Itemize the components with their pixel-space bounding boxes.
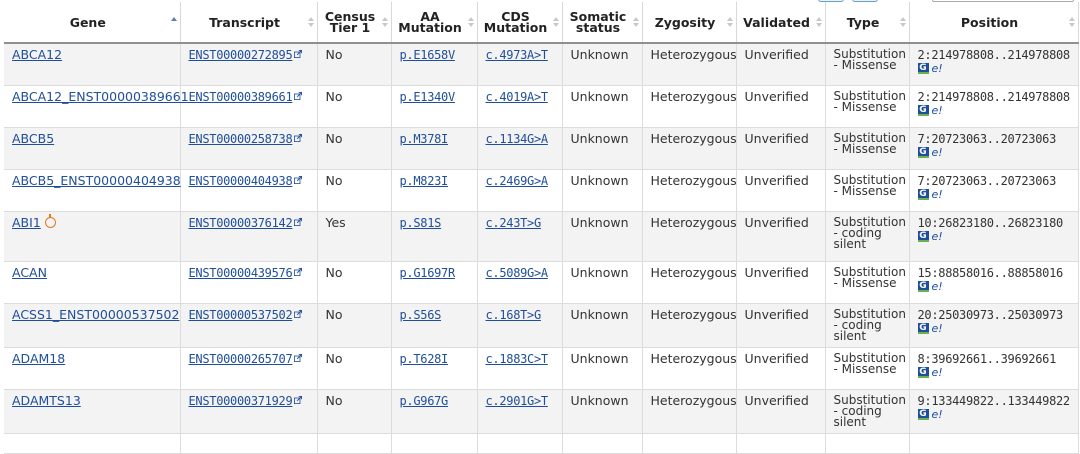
sort-arrows-icon[interactable]: [308, 17, 313, 27]
gene-link[interactable]: ABCB5_ENST00000404938: [12, 172, 181, 188]
sort-arrows-icon[interactable]: [468, 17, 473, 27]
position-cell: [909, 127, 1078, 169]
gene-cell: [4, 389, 180, 433]
cell: [4, 433, 180, 453]
genome-browser-icon[interactable]: G: [919, 104, 927, 115]
transcript-cell: [180, 43, 317, 85]
table-row: [4, 127, 1078, 169]
gene-link[interactable]: ACAN: [12, 264, 47, 280]
mutations-table: [4, 2, 1079, 454]
aa-mutation-cell: [391, 127, 477, 169]
column-header-aa-mutation[interactable]: [391, 2, 477, 43]
genome-browser-icon[interactable]: G: [919, 280, 927, 291]
sort-arrows-icon[interactable]: [171, 17, 176, 27]
cell: [642, 433, 736, 453]
drug-resistance-icon[interactable]: [45, 217, 56, 228]
column-header-label: Zygosity: [654, 14, 716, 30]
transcript-cell: [180, 85, 317, 127]
census-tier-cell: No: [317, 261, 391, 303]
column-header-cds-mutation[interactable]: [477, 2, 562, 43]
position-cell: [909, 169, 1078, 211]
position-text: 2:214978808..214978808: [917, 48, 1070, 62]
position-cell: [909, 261, 1078, 303]
census-tier-cell: No: [317, 85, 391, 127]
type-cell: Substitution - coding silent: [825, 389, 909, 433]
position-text: 10:26823180..26823180: [917, 215, 1063, 230]
validated-cell: Unverified: [736, 85, 825, 127]
position-icons: [918, 231, 1072, 243]
cell: [736, 433, 825, 453]
transcript-link[interactable]: ENST00000376142: [188, 215, 293, 230]
aa-mutation-link[interactable]: p.E1658V: [399, 48, 455, 62]
aa-mutation-cell: [391, 211, 477, 261]
sort-arrows-icon[interactable]: [382, 17, 387, 27]
genome-browser-icon[interactable]: G: [919, 408, 927, 419]
cds-mutation-cell: [477, 43, 562, 85]
sort-arrows-icon[interactable]: [816, 17, 821, 27]
table-row: [4, 211, 1078, 261]
aa-mutation-link[interactable]: p.G967G: [399, 393, 448, 408]
position-icons: [918, 189, 1072, 201]
table-row: [4, 389, 1078, 433]
zygosity-cell: Heterozygous: [642, 85, 736, 127]
position-text: 7:20723063..20723063: [917, 131, 1056, 146]
cds-mutation-link[interactable]: c.1134G>A: [485, 131, 548, 146]
ensembl-icon[interactable]: e!: [931, 321, 943, 335]
census-tier-cell: No: [317, 389, 391, 433]
transcript-cell: [180, 303, 317, 347]
table-row: [4, 43, 1078, 85]
transcript-link[interactable]: ENST00000439576: [188, 265, 293, 280]
somatic-status-cell: Unknown: [562, 389, 642, 433]
cell: [909, 433, 1078, 453]
gene-link[interactable]: ABCA12: [12, 47, 63, 62]
cell: [477, 433, 562, 453]
somatic-status-cell: Unknown: [562, 347, 642, 389]
column-header-zygosity[interactable]: [642, 2, 736, 43]
gene-cell: [4, 43, 180, 85]
cell: [562, 433, 642, 453]
aa-mutation-cell: [391, 43, 477, 85]
cds-mutation-cell: [477, 85, 562, 127]
position-icons: [918, 281, 1072, 293]
aa-mutation-link[interactable]: p.T628I: [399, 351, 448, 366]
cds-mutation-link[interactable]: c.243T>G: [485, 215, 541, 230]
gene-link[interactable]: ABI1: [12, 214, 41, 230]
somatic-status-cell: Unknown: [562, 127, 642, 169]
position-icons: [918, 323, 1072, 335]
gene-link[interactable]: ACSS1_ENST00000537502: [12, 306, 180, 322]
transcript-cell: [180, 389, 317, 433]
zygosity-cell: Heterozygous: [642, 211, 736, 261]
cds-mutation-link[interactable]: c.5089G>A: [485, 265, 548, 280]
validated-cell: Unverified: [736, 127, 825, 169]
cds-mutation-cell: [477, 261, 562, 303]
position-text: 9:133449822..133449822: [917, 393, 1070, 408]
external-link-icon[interactable]: [294, 396, 302, 404]
cell: [317, 433, 391, 453]
validated-cell: Unverified: [736, 211, 825, 261]
column-header-type[interactable]: [825, 2, 909, 43]
external-link-icon[interactable]: [294, 176, 302, 184]
cell: [391, 433, 477, 453]
aa-mutation-link[interactable]: p.S56S: [399, 307, 442, 322]
ensembl-icon[interactable]: e!: [931, 229, 943, 243]
aa-mutation-cell: [391, 85, 477, 127]
somatic-status-cell: Unknown: [562, 43, 642, 85]
transcript-link[interactable]: ENST00000389661: [188, 89, 293, 104]
external-link-icon[interactable]: [294, 310, 302, 318]
transcript-cell: [180, 169, 317, 211]
cell: [825, 433, 909, 453]
position-icons: [918, 105, 1072, 117]
gene-cell: [4, 85, 189, 127]
aa-mutation-cell: [391, 261, 477, 303]
position-icons: [918, 147, 1072, 159]
zygosity-cell: Heterozygous: [642, 169, 736, 211]
type-cell: Substitution - Missense: [825, 261, 909, 303]
genome-browser-icon[interactable]: G: [919, 63, 927, 73]
ensembl-icon[interactable]: e!: [931, 62, 943, 75]
gene-cell: [4, 127, 180, 169]
census-tier-cell: Yes: [317, 211, 391, 261]
column-header-gene[interactable]: [4, 2, 180, 43]
aa-mutation-cell: [391, 389, 477, 433]
table-header-row: [4, 2, 1078, 43]
transcript-link[interactable]: ENST00000265707: [188, 351, 293, 366]
validated-cell: Unverified: [736, 261, 825, 303]
column-header-label: AA Mutation: [398, 9, 462, 35]
column-header-position[interactable]: [909, 2, 1078, 43]
gene-link[interactable]: ABCB5: [12, 130, 55, 146]
position-icons: [918, 409, 1072, 421]
validated-cell: Unverified: [736, 43, 825, 85]
type-cell: Substitution - coding silent: [825, 303, 909, 347]
external-link-icon[interactable]: [294, 218, 302, 226]
transcript-cell: [180, 261, 317, 303]
type-cell: Substitution - Missense: [825, 347, 909, 389]
zygosity-cell: Heterozygous: [642, 43, 736, 85]
ensembl-icon[interactable]: e!: [931, 145, 943, 159]
somatic-status-cell: Unknown: [562, 169, 642, 211]
position-cell: [909, 347, 1078, 389]
gene-cell: [4, 169, 180, 211]
transcript-link[interactable]: ENST00000537502: [188, 307, 293, 322]
table-row: [4, 169, 1078, 211]
table-row: [4, 433, 1078, 453]
census-tier-cell: No: [317, 347, 391, 389]
cds-mutation-cell: [477, 169, 562, 211]
ensembl-icon[interactable]: e!: [931, 103, 943, 117]
aa-mutation-link[interactable]: p.M378I: [399, 131, 448, 146]
aa-mutation-cell: [391, 169, 477, 211]
aa-mutation-link[interactable]: p.M823I: [399, 173, 448, 188]
aa-mutation-link[interactable]: p.G1697R: [399, 265, 455, 280]
position-icons: [918, 367, 1072, 379]
ensembl-icon[interactable]: e!: [931, 407, 943, 421]
external-link-icon[interactable]: [294, 92, 302, 100]
external-link-icon[interactable]: [294, 268, 302, 276]
aa-mutation-cell: [391, 303, 477, 347]
transcript-cell: [180, 211, 317, 261]
type-cell: Substitution - coding silent: [825, 211, 909, 261]
census-tier-cell: No: [317, 43, 391, 85]
column-header-census-tier-1[interactable]: [317, 2, 391, 43]
transcript-link[interactable]: ENST00000371929: [188, 393, 293, 408]
external-link-icon[interactable]: [294, 354, 302, 362]
validated-cell: Unverified: [736, 169, 825, 211]
position-cell: [909, 85, 1078, 127]
column-header-transcript[interactable]: [180, 2, 317, 43]
zygosity-cell: Heterozygous: [642, 347, 736, 389]
cds-mutation-link[interactable]: c.168T>G: [485, 307, 541, 322]
cds-mutation-link[interactable]: c.4019A>T: [485, 89, 548, 104]
transcript-cell: [180, 347, 317, 389]
genome-browser-icon[interactable]: G: [919, 146, 927, 157]
column-header-label: Census Tier 1: [324, 9, 376, 35]
position-text: 7:20723063..20723063: [917, 173, 1056, 188]
cds-mutation-link[interactable]: c.2901G>T: [485, 393, 548, 408]
gene-link[interactable]: ADAM18: [12, 350, 66, 366]
column-header-label: Type: [846, 14, 880, 30]
gene-cell: [4, 261, 180, 303]
position-cell: [909, 389, 1078, 433]
column-header-validated[interactable]: [736, 2, 825, 43]
type-cell: Substitution - Missense: [825, 43, 909, 85]
cds-mutation-cell: [477, 303, 562, 347]
somatic-status-cell: Unknown: [562, 261, 642, 303]
table-row: [4, 261, 1078, 303]
table-row: [4, 85, 1078, 127]
genome-browser-icon[interactable]: G: [919, 366, 927, 377]
gene-link[interactable]: ABCA12_ENST00000389661: [12, 88, 189, 104]
gene-cell: [4, 211, 180, 261]
position-text: 20:25030973..25030973: [917, 307, 1063, 322]
validated-cell: Unverified: [736, 303, 825, 347]
ensembl-icon[interactable]: e!: [931, 279, 943, 293]
validated-cell: Unverified: [736, 389, 825, 433]
cds-mutation-link[interactable]: c.2469G>A: [485, 173, 548, 188]
zygosity-cell: Heterozygous: [642, 389, 736, 433]
sort-arrows-icon[interactable]: [727, 17, 732, 27]
aa-mutation-cell: [391, 347, 477, 389]
column-header-somatic-status[interactable]: [562, 2, 642, 43]
external-link-icon[interactable]: [294, 134, 302, 142]
cds-mutation-cell: [477, 347, 562, 389]
census-tier-cell: No: [317, 303, 391, 347]
genome-browser-icon[interactable]: G: [919, 322, 927, 333]
cds-mutation-link[interactable]: c.1883C>T: [485, 351, 548, 366]
cds-mutation-link[interactable]: c.4973A>T: [485, 48, 548, 62]
column-header-label: Transcript: [209, 14, 280, 30]
cell: [180, 433, 317, 453]
transcript-cell: [180, 127, 317, 169]
cds-mutation-cell: [477, 389, 562, 433]
somatic-status-cell: Unknown: [562, 85, 642, 127]
type-cell: Substitution - Missense: [825, 169, 909, 211]
transcript-link[interactable]: ENST00000404938: [188, 173, 293, 188]
zygosity-cell: Heterozygous: [642, 127, 736, 169]
sort-arrows-icon[interactable]: [553, 17, 558, 27]
position-text: 15:88858016..88858016: [917, 265, 1063, 280]
census-tier-cell: No: [317, 169, 391, 211]
census-tier-cell: No: [317, 127, 391, 169]
genome-browser-icon[interactable]: G: [919, 188, 927, 199]
cds-mutation-cell: [477, 211, 562, 261]
column-header-label: Position: [960, 14, 1019, 30]
column-header-label: Validated: [743, 14, 810, 30]
genome-browser-icon[interactable]: G: [919, 230, 927, 241]
column-header-label: Gene: [69, 14, 106, 30]
position-text: 8:39692661..39692661: [917, 351, 1056, 366]
somatic-status-cell: Unknown: [562, 211, 642, 261]
type-cell: Substitution - Missense: [825, 85, 909, 127]
position-cell: [909, 211, 1078, 261]
position-cell: [909, 303, 1078, 347]
sort-arrows-icon[interactable]: [1069, 17, 1074, 27]
aa-mutation-link[interactable]: p.S81S: [399, 215, 442, 230]
aa-mutation-link[interactable]: p.E1340V: [399, 89, 455, 104]
position-icons: [918, 63, 1072, 75]
position-text: 2:214978808..214978808: [917, 89, 1070, 104]
validated-cell: Unverified: [736, 347, 825, 389]
gene-cell: [4, 303, 180, 347]
ensembl-icon[interactable]: e!: [931, 187, 943, 201]
position-cell: [909, 43, 1078, 85]
cds-mutation-cell: [477, 127, 562, 169]
zygosity-cell: Heterozygous: [642, 303, 736, 347]
column-header-label: CDS Mutation: [483, 9, 548, 35]
table-row: [4, 347, 1078, 389]
column-header-label: Somatic status: [569, 9, 627, 35]
gene-cell: [4, 347, 180, 389]
somatic-status-cell: Unknown: [562, 303, 642, 347]
external-link-icon[interactable]: [294, 50, 302, 58]
sort-arrows-icon[interactable]: [633, 17, 638, 27]
zygosity-cell: Heterozygous: [642, 261, 736, 303]
table-row: [4, 303, 1078, 347]
gene-link[interactable]: ADAMTS13: [12, 392, 81, 408]
ensembl-icon[interactable]: e!: [931, 365, 943, 379]
type-cell: Substitution - Missense: [825, 127, 909, 169]
transcript-link[interactable]: ENST00000258738: [188, 131, 293, 146]
sort-arrows-icon[interactable]: [900, 17, 905, 27]
transcript-link[interactable]: ENST00000272895: [188, 48, 293, 62]
